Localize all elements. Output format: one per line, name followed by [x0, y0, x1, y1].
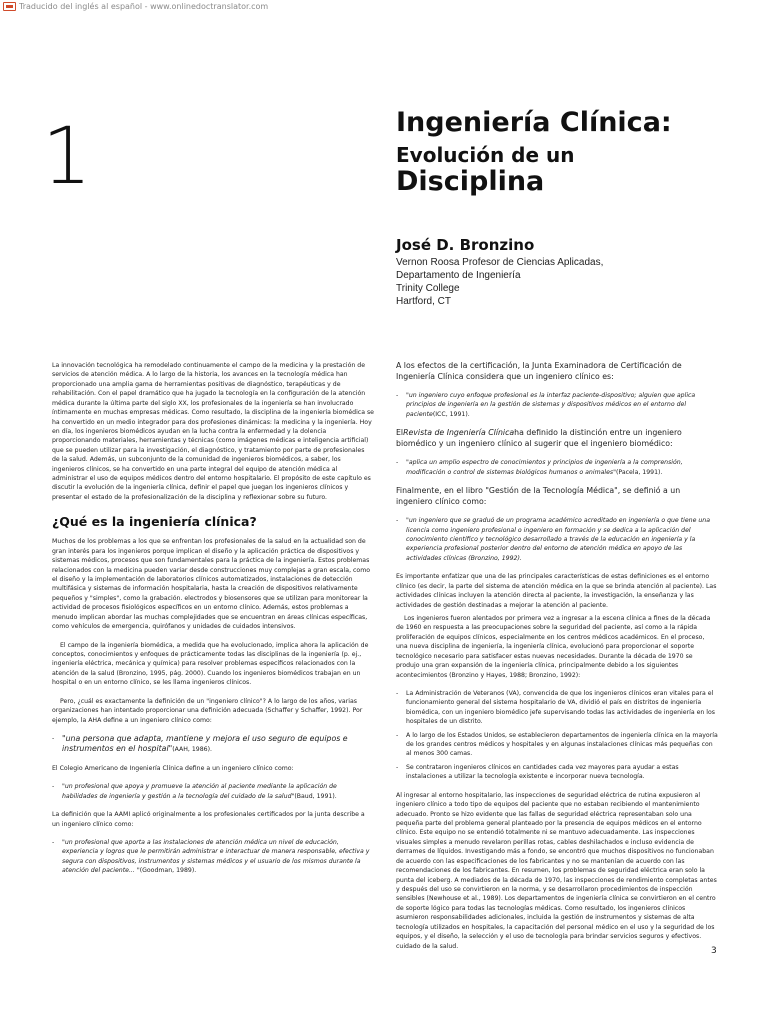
body-paragraph: Pero, ¿cuál es exactamente la definición de un "ingeniero clínico"? A lo largo de los años, varias organizaciones han intentado proporcionar una definición adecuada (Schaffer y Schaffer, 1992). Por ejemplo, la AHA define a un ingeniero clínico como: — [52, 697, 363, 724]
author-affiliation-line: Vernon Roosa Profesor de Ciencias Aplicadas, — [396, 257, 604, 268]
chapter-title-line2: Evolución de un — [396, 143, 575, 168]
quote-text: "aplica un amplio espectro de conocimientos y principios de ingeniería a la comprensión, modificación o control de sistemas biológicos humanos o animales" — [406, 459, 683, 476]
quote-item — [396, 391, 718, 419]
author-affiliation-line: Trinity College — [396, 283, 460, 294]
chapter-title — [396, 107, 736, 197]
quote-citation: (Pacela, 1991). — [615, 468, 663, 476]
translator-logo-icon — [3, 2, 16, 11]
quote-text: "un profesional que apoya y promueve la atención al paciente mediante la aplicación de habilidades de ingeniería y gestión a la tecnología del cuidado de la salud" — [62, 783, 337, 800]
body-paragraph: A los efectos de la certificación, la Junta Examinadora de Certificación de Ingeniería Clínica considera que un ingeniero clínico es: — [396, 361, 682, 381]
section-heading: ¿Qué es la ingeniería clínica? — [52, 514, 257, 530]
body-paragraph: Es importante enfatizar que una de las principales características de estas definiciones es el entorno clínico (es decir, la parte del sistema de atención médica en la que se brinda atención al paciente). Las actividades clínicas incluyen la atención directa al paciente, la investigación, la enseñanza y las actividades de gestión destinadas a mejorar la atención al paciente. — [396, 573, 717, 609]
intro-paragraph: La innovación tecnológica ha remodelado continuamente el campo de la medicina y la prestación de servicios de atención médica. A lo largo de la historia, los avances en la tecnología médica han proporcionado una amplia gama de herramientas positivas de diagnóstico, terapéuticas y de rehabilitación. Con el papel dramático que ha jugado la tecnología en la configuración de la atención médica durante la última parte del siglo XX, los profesionales de la ingeniería se han involucrado íntimamente en muchas empresas médicas. Como resultado, la disciplina de la ingeniería biomédica se ha convertido en un medio integrador para dos profesiones dinámicas: la medicina y la ingeniería. Hoy en día, los ingenieros biomédicos ayudan en la lucha contra la enfermedad y la dolencia proporcionando materiales, herramientas y técnicas (como imágenes médicas e inteligencia artificial) que se pueden utilizar para la investigación, el diagnóstico, y tratamiento por parte de profesionales de la salud. Además, un subconjunto de la comunidad de ingenieros biomédicos, a saber, los ingenieros clínicos, se ha convertido en una parte integral del equipo de atención médica al administrar el uso de equipos médicos dentro del entorno hospitalario. El propósito de este capítulo es discutir la evolución de la ingeniería clínica, definir el papel que juegan los ingenieros clínicos y presentar el estado de la profesionalización de la disciplina y reflexionar sobre su futuro. — [52, 362, 374, 501]
journal-definition-text: ha definido la distinción entre un ingeniero biomédico y un ingeniero clínico al sugerir que el ingeniero biomédico: — [396, 428, 682, 448]
quote-citation: (Goodman, 1989). — [139, 867, 197, 875]
quote-citation: (ICC, 1991). — [432, 410, 470, 418]
body-paragraph: El Colegio Americano de Ingeniería Clínica define a un ingeniero clínico como: — [52, 764, 294, 772]
body-paragraph — [396, 428, 718, 449]
page-number: 3 — [711, 946, 717, 956]
chapter-title-line1: Ingeniería Clínica: — [396, 107, 672, 138]
quote-text: "un profesional que aporta a las instalaciones de atención médica un nivel de educación, experiencia y logros que le permitirán administrar e interactuar de manera responsable, efectiva y segura con dispositivos, instrumentos y sistemas médicos y el usuario de los mismos durante la atención del paciente... " — [62, 839, 370, 875]
body-paragraph: La definición que la AAMI aplicó originalmente a los profesionales certificados por la junta describe a un ingeniero clínico como: — [52, 811, 365, 828]
left-column — [52, 361, 374, 880]
author-block — [396, 236, 736, 308]
quote-item — [52, 838, 374, 876]
body-paragraph: El campo de la ingeniería biomédica, a medida que ha evolucionado, implica ahora la aplicación de conceptos, conocimientos y enfoques de prácticamente todas las disciplinas de la ingeniería (p. ej., ingeniería eléctrica, mecánica y química) para resolver problemas específicos relacionados con la atención de la salud (Bronzino, 1995, pág. 2000). Cuando los ingenieros biomédicos trabajan en un hospital o en un entorno clínico, se les llama ingenieros clínicos. — [52, 641, 369, 687]
chapter-title-line3: Disciplina — [396, 166, 545, 198]
body-paragraph: Al ingresar al entorno hospitalario, las inspecciones de seguridad eléctrica de rutina expusieron al ingeniero clínico a todo tipo de equipos del paciente que no estaban recibiendo el mantenimiento adecuado. Pronto se hizo evidente que las fallas de seguridad eléctrica representaban solo una pequeña parte del problema general planteado por la presencia de equipos médicos en el entorno clínico. Este equipo no se entendió totalmente ni se mantuvo adecuadamente. Las inspecciones visuales simples a menudo revelaron perillas rotas, cables deshilachados e incluso evidencia de derrames de líquidos. Investigando más a fondo, se encontró que muchos dispositivos no funcionaban de acuerdo con las especificaciones de los fabricantes y no se mantenían de acuerdo con las recomendaciones de los fabricantes. En resumen, los problemas de seguridad eléctrica eran solo la punta del iceberg. A mediados de la década de 1970, las inspecciones de rendimiento completas antes y después del uso se convirtieron en la norma, y se desarrollaron procedimientos de inspección sensibles (Newhouse et al., 1989). Los departamentos de ingeniería clínica se convirtieron en el centro de soporte lógico para todas las tecnologías médicas. Como resultado, los ingenieros clínicos asumieron responsabilidades adicionales, incluida la gestión de instrumentos y sistemas de alta tecnología utilizados en hospitales, la capacitación del personal médico en el uso y la seguridad de los equipos, y el diseño, la selección y el uso de tecnología para brindar servicios seguros y efectivos. cuidado de la salud. — [396, 791, 717, 950]
body-paragraph: Los ingenieros fueron alentados por primera vez a ingresar a la escena clínica a fines de la década de 1960 en respuesta a las preocupaciones sobre la seguridad del paciente, así como a la rápida proliferación de equipos clínicos, especialmente en los centros médicos académicos. En el proceso, una nueva disciplina de ingeniería, la ingeniería clínica, evolucionó para proporcionar el soporte tecnológico necesario para satisfacer estas nuevas necesidades. Durante la década de 1970 se produjo una gran expansión de la ingeniería clínica, principalmente debido a los siguientes acontecimientos (Bronzino y Hayes, 1988; Bronzino, 1992): — [396, 615, 711, 679]
body-paragraph: Finalmente, en el libro "Gestión de la Tecnología Médica", se definió a un ingeniero clínico como: — [396, 486, 681, 506]
translator-bar-text[interactable]: Traducido del inglés al español - www.onlinedoctranslator.com — [19, 1, 269, 11]
list-item: - La Administración de Veteranos (VA), convencida de que los ingenieros clínicos eran vitales para el funcionamiento general del sistema hospitalario de VA, dividió el país en distritos de ingeniería biomédica, con un ingeniero biomédico jefe supervisando todas las actividades de ingeniería en los hospitales de un distrito. — [396, 689, 718, 727]
author-name: José D. Bronzino — [396, 236, 535, 254]
journal-prefix: El — [396, 428, 404, 438]
quote-item — [52, 782, 374, 801]
quote-citation: (Baud, 1991). — [294, 792, 337, 800]
author-affiliation-line: Departamento de Ingeniería — [396, 270, 521, 281]
list-item: - A lo largo de los Estados Unidos, se establecieron departamentos de ingeniería clínica en la mayoría de los grandes centros médicos y hospitales y en algunas instalaciones clínicas más pequeñas con al menos 300 camas. — [396, 731, 718, 759]
chapter-number: 1 — [42, 112, 92, 202]
translator-bar[interactable] — [0, 0, 268, 12]
list-item: - Se contrataron ingenieros clínicos en cantidades cada vez mayores para ayudar a estas instalaciones a utilizar la tecnología existente e incorporar nueva tecnología. — [396, 763, 718, 782]
quote-item — [52, 734, 374, 755]
quote-text: "un ingeniero cuyo enfoque profesional es la interfaz paciente-dispositivo; alguien que aplica principios de ingeniería en la gestión de sistemas y dispositivos médicos en el entorno del paciente — [406, 392, 696, 418]
quote-item: - "un ingeniero que se graduó de un programa académico acreditado en ingeniería o que tiene una licencia como ingeniero profesional o ingeniero en formación y se dedica a la aplicación del conocimiento científico y tecnológico desarrollado a través de la educación en ingeniería y la experiencia profesional posterior dentro del entorno de atención médica en apoyo de las actividades clínicas (Bronzino, 1992). — [396, 516, 718, 563]
right-column — [396, 361, 718, 955]
quote-citation: (AAH, 1986). — [172, 746, 212, 754]
author-affiliation-line: Hartford, CT — [396, 296, 452, 307]
quote-text: "una persona que adapta, mantiene y mejora el uso seguro de equipos e instrumentos en el hospital" — [62, 733, 348, 754]
body-paragraph: Muchos de los problemas a los que se enfrentan los profesionales de la salud en la actualidad son de gran interés para los ingenieros porque implican el diseño y la aplicación práctica de dispositivos y sistemas médicos, procesos que son fundamentales para la práctica de la ingeniería. Estos problemas relacionados con la medicina pueden variar desde construcciones muy complejas a gran escala, como el diseño y la implementación de laboratorios clínicos automatizados, instalaciones de detección multifásica y sistemas de información hospitalaria, hasta la creación de dispositivos relativamente pequeños y "simples", como la grabación. electrodos y biosensores que se utilizan para monitorear la actividad de procesos fisiológicos específicos en un entorno clínico. Además, estos problemas a menudo implican abordar las muchas complejidades que se encuentran en áreas clínicas específicas, como vehículos de emergencia, quirófanos y unidades de cuidados intensivos. — [52, 538, 371, 631]
quote-item — [396, 458, 718, 477]
journal-name: Revista de Ingeniería Clínica — [403, 428, 515, 438]
